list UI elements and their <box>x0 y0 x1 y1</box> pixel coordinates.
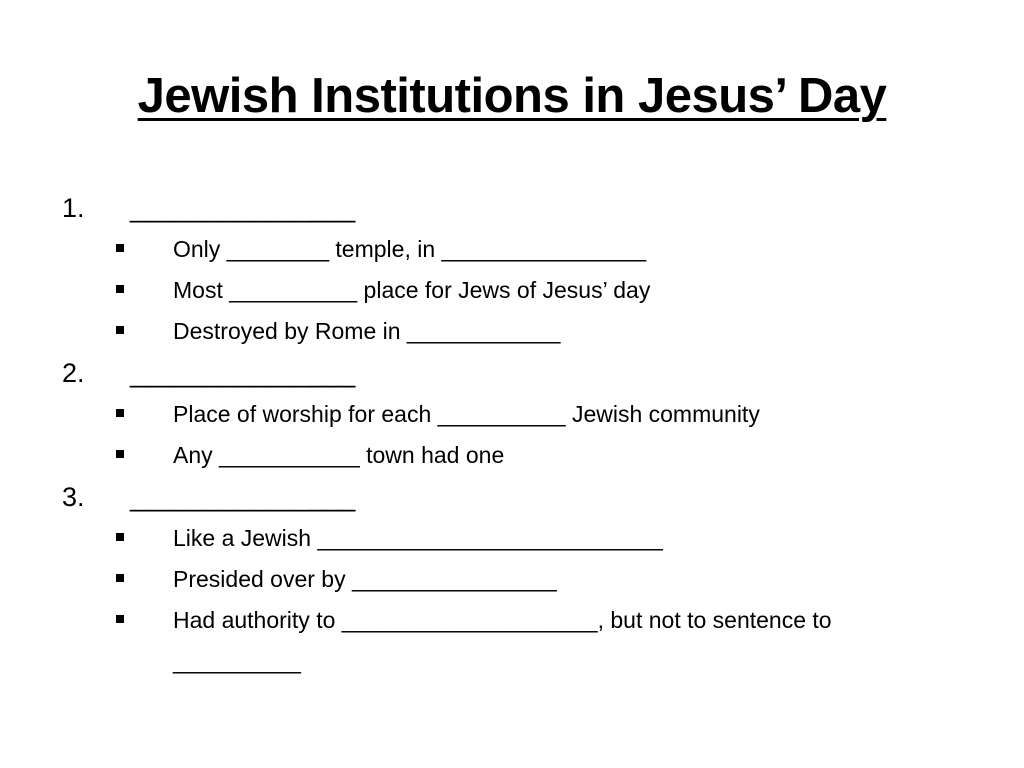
sub-list <box>62 229 942 352</box>
item-blank: _______________ <box>130 358 356 388</box>
sub-item <box>62 435 942 476</box>
list-item-2 <box>62 352 942 476</box>
sub-item <box>62 311 942 352</box>
list-item-heading <box>62 476 942 518</box>
square-bullet-icon <box>116 533 124 541</box>
sub-item <box>62 270 942 311</box>
square-bullet-icon <box>116 615 124 623</box>
item-blank: _______________ <box>130 193 356 223</box>
slide-title: Jewish Institutions in Jesus’ Day <box>137 69 887 123</box>
square-bullet-icon <box>116 244 124 252</box>
item-blank: _______________ <box>130 482 356 512</box>
sub-item-text: Most __________ place for Jews of Jesus’ day <box>173 277 651 303</box>
sub-item <box>62 559 942 600</box>
square-bullet-icon <box>116 326 124 334</box>
sub-item <box>62 229 942 270</box>
item-number: 1. <box>62 193 85 223</box>
slide-body <box>62 187 942 682</box>
list-item-heading <box>62 352 942 394</box>
sub-list <box>62 394 942 476</box>
item-number: 2. <box>62 358 85 388</box>
square-bullet-icon <box>116 409 124 417</box>
item-number: 3. <box>62 482 85 512</box>
list-item-3 <box>62 476 942 682</box>
sub-item-text: Place of worship for each __________ Jewish community <box>173 401 760 427</box>
square-bullet-icon <box>116 285 124 293</box>
sub-item <box>62 394 942 435</box>
sub-item-text: Only ________ temple, in ________________ <box>173 236 647 262</box>
list-item-1 <box>62 187 942 352</box>
sub-item-text: Like a Jewish ___________________________ <box>173 525 663 551</box>
list-item-heading <box>62 187 942 229</box>
sub-list <box>62 518 942 682</box>
sub-item <box>62 518 942 559</box>
sub-item-text: Any ___________ town had one <box>173 442 505 468</box>
sub-item <box>62 600 942 682</box>
square-bullet-icon <box>116 574 124 582</box>
sub-item-text: Presided over by ________________ <box>173 566 557 592</box>
sub-item-text: Had authority to ____________________, but not to sentence to __________ <box>173 607 832 674</box>
square-bullet-icon <box>116 450 124 458</box>
sub-item-text: Destroyed by Rome in ____________ <box>173 318 561 344</box>
